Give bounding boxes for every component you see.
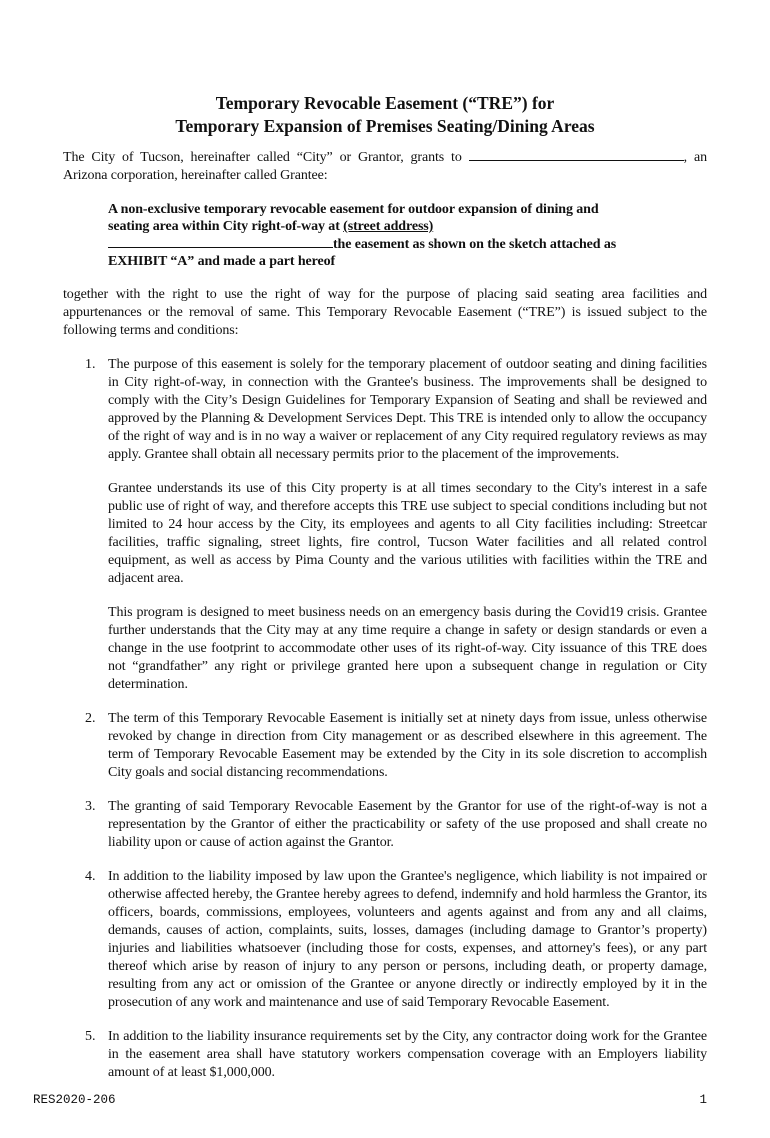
item-number: 5. [85, 1029, 96, 1044]
item-5-paragraph: In addition to the liability insurance requirements set by the City, any contractor doing work for the Grantee in the easement area shall have statutory workers compensation coverage with an Employers liability amount of at least $1,000,000. [108, 1029, 707, 1080]
item-4-paragraph: In addition to the liability imposed by law upon the Grantee's negligence, which liability is not impaired or otherwise affected hereby, the Grantee hereby agrees to defend, indemnify and hold harmless the Grantor, its officers, boards, commissions, employees, volunteers and agents against and from any and all claims, demands, causes of action, complaints, suits, losses, damages (including damage to Grantor’s property) injuries and liabilities whatsoever (including those for costs, expenses, and attorney's fees), or any part thereof which arise by reason of injury to any person or persons, including death, or property damage, resulting from any act or omission of the Grantee or anyone directly or indirectly employed by it in the prosecution of any work and maintenance and use of said Temporary Revocable Easement. [108, 869, 707, 1010]
document-title-line2: Temporary Expansion of Premises Seating/Dining Areas [175, 116, 595, 136]
item-number: 3. [85, 799, 96, 814]
easement-text: A non-exclusive temporary revocable easement for outdoor expansion of dining and seating area within City right-of-way at [108, 202, 599, 234]
list-item [63, 356, 707, 710]
easement-description [108, 201, 640, 270]
document-id: RES2020-206 [33, 1093, 116, 1107]
item-3-paragraph: The granting of said Temporary Revocable Easement by the Grantor for use of the right-of-way is not a representation by the Grantor of either the practicability or safety of the use proposed and shall create no liability upon or cause of action against the Grantor. [108, 799, 707, 850]
grantee-name-blank[interactable] [469, 148, 684, 161]
street-address-label: (street address) [343, 219, 434, 234]
page-number: 1 [699, 1093, 707, 1107]
list-item [63, 1028, 707, 1098]
item-1-paragraph-3: This program is designed to meet business needs on an emergency basis during the Covid19 crisis. Grantee further understands that the City may at any time require a change in safety or design standards or even a change in the use footprint to accommodate other uses of its right-of-way. City issuance of this TRE does not “grandfather” any right or privilege granted here upon a subsequent change in regulation or City determination. [108, 605, 707, 692]
item-number: 4. [85, 869, 96, 884]
intro-text-end: , an Arizona corporation, hereinafter called Grantee: [63, 150, 707, 183]
intro-paragraph [63, 148, 707, 185]
easement-text-end: the easement as shown on the sketch attached as EXHIBIT “A” and made a part hereof [108, 237, 617, 269]
document-title-line1: Temporary Revocable Easement (“TRE”) for [215, 93, 555, 113]
item-1-paragraph-2: Grantee understands its use of this City property is at all times secondary to the City's interest in a safe public use of right of way, and therefore accepts this TRE use subject to special conditions including but not limited to 24 hour access by the City, its employees and agents to all City facilities including: Streetcar facilities, traffic signaling, street lights, fire control, Tucson Water facilities and all related control equipment, as well as access by Pima County and the various utilities with facilities within the TRE and adjacent area. [108, 481, 707, 586]
item-2-paragraph: The term of this Temporary Revocable Easement is initially set at ninety days from issue, unless otherwise revoked by change in direction from City management or as described elsewhere in this agreement. The term of Temporary Revocable Easement may be extended by the City in its sole discretion to accomplish City goals and social distancing recommendations. [108, 711, 707, 780]
item-number: 1. [85, 357, 96, 372]
list-item [63, 710, 707, 798]
item-1-paragraph-1: The purpose of this easement is solely for the temporary placement of outdoor seating and dining facilities in City right-of-way, in connection with the Grantee's business. The improvements shall be designed to comply with the City’s Design Guidelines for Temporary Expansion of Seating and shall be reviewed and approved by the Planning & Development Services Dept. This TRE is intended only to allow the occupancy of the right of way and is in no way a waiver or replacement of any City required regulatory reviews as may apply. Grantee shall obtain all necessary permits prior to the placement of the improvements. [108, 357, 707, 462]
street-address-blank[interactable] [108, 235, 333, 248]
document-title [63, 92, 707, 138]
list-item [63, 868, 707, 1028]
item-number: 2. [85, 711, 96, 726]
together-paragraph: together with the right to use the right of way for the purpose of placing said seating area facilities and appurtenances or the removal of same. This Temporary Revocable Easement (“TRE”) is issued subject to the following terms and conditions: [63, 287, 707, 338]
intro-text: The City of Tucson, hereinafter called “City” or Grantor, grants to [63, 150, 469, 165]
list-item [63, 798, 707, 868]
